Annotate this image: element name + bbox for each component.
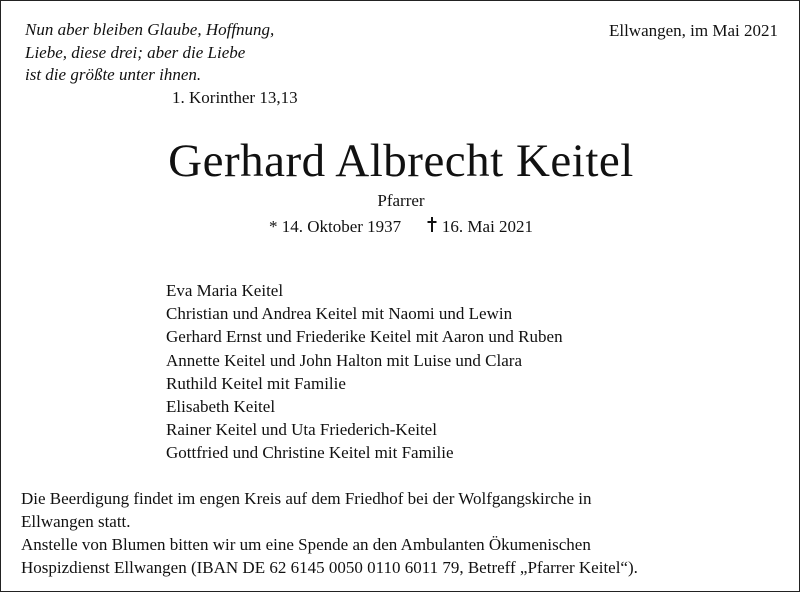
mourners-list bbox=[166, 279, 563, 465]
mourner-entry: Elisabeth Keitel bbox=[166, 397, 276, 417]
funeral-notice bbox=[21, 487, 638, 579]
life-dates bbox=[1, 217, 800, 237]
mourner-entry: Gottfried und Christine Keitel mit Familie bbox=[166, 443, 454, 463]
place-date-line: Ellwangen, im Mai 2021 bbox=[608, 21, 778, 40]
mourner-entry: Gerhard Ernst und Friederike Keitel mit Aaron und Ruben bbox=[166, 327, 563, 347]
mourner-entry: Ruthild Keitel mit Familie bbox=[166, 373, 346, 393]
quote-line: ist die größte unter ihnen. bbox=[25, 65, 202, 84]
notice-line: Die Beerdigung findet im engen Kreis auf dem Friedhof bei der Wolfgangskirche in bbox=[21, 489, 592, 508]
deceased-profession: Pfarrer bbox=[377, 191, 425, 210]
mourner-entry: Annette Keitel und John Halton mit Luise und Clara bbox=[166, 350, 522, 370]
latin-cross-icon bbox=[426, 217, 438, 237]
birth-date: * 14. Oktober 1937 bbox=[268, 217, 402, 236]
mourner-entry: Rainer Keitel und Uta Friederich-Keitel bbox=[166, 420, 437, 440]
notice-line: Anstelle von Blumen bitten wir um eine Spende an den Ambulanten Ökumenischen bbox=[21, 535, 591, 554]
notice-line: Hospizdienst Ellwangen (IBAN DE 62 6145 0050 0110 6011 79, Betreff „Pfarrer Keitel“). bbox=[21, 558, 638, 577]
bible-quote bbox=[25, 19, 298, 109]
deceased-name: Gerhard Albrecht Keitel bbox=[168, 135, 634, 187]
quote-reference: 1. Korinther 13,13 bbox=[172, 87, 298, 107]
notice-line: Ellwangen statt. bbox=[21, 512, 131, 531]
quote-line: Liebe, diese drei; aber die Liebe bbox=[25, 42, 246, 62]
mourner-entry: Eva Maria Keitel bbox=[166, 281, 284, 300]
quote-line: Nun aber bleiben Glaube, Hoffnung, bbox=[25, 20, 275, 39]
death-date: 16. Mai 2021 bbox=[441, 217, 534, 236]
mourner-entry: Christian und Andrea Keitel mit Naomi und Lewin bbox=[166, 304, 513, 324]
